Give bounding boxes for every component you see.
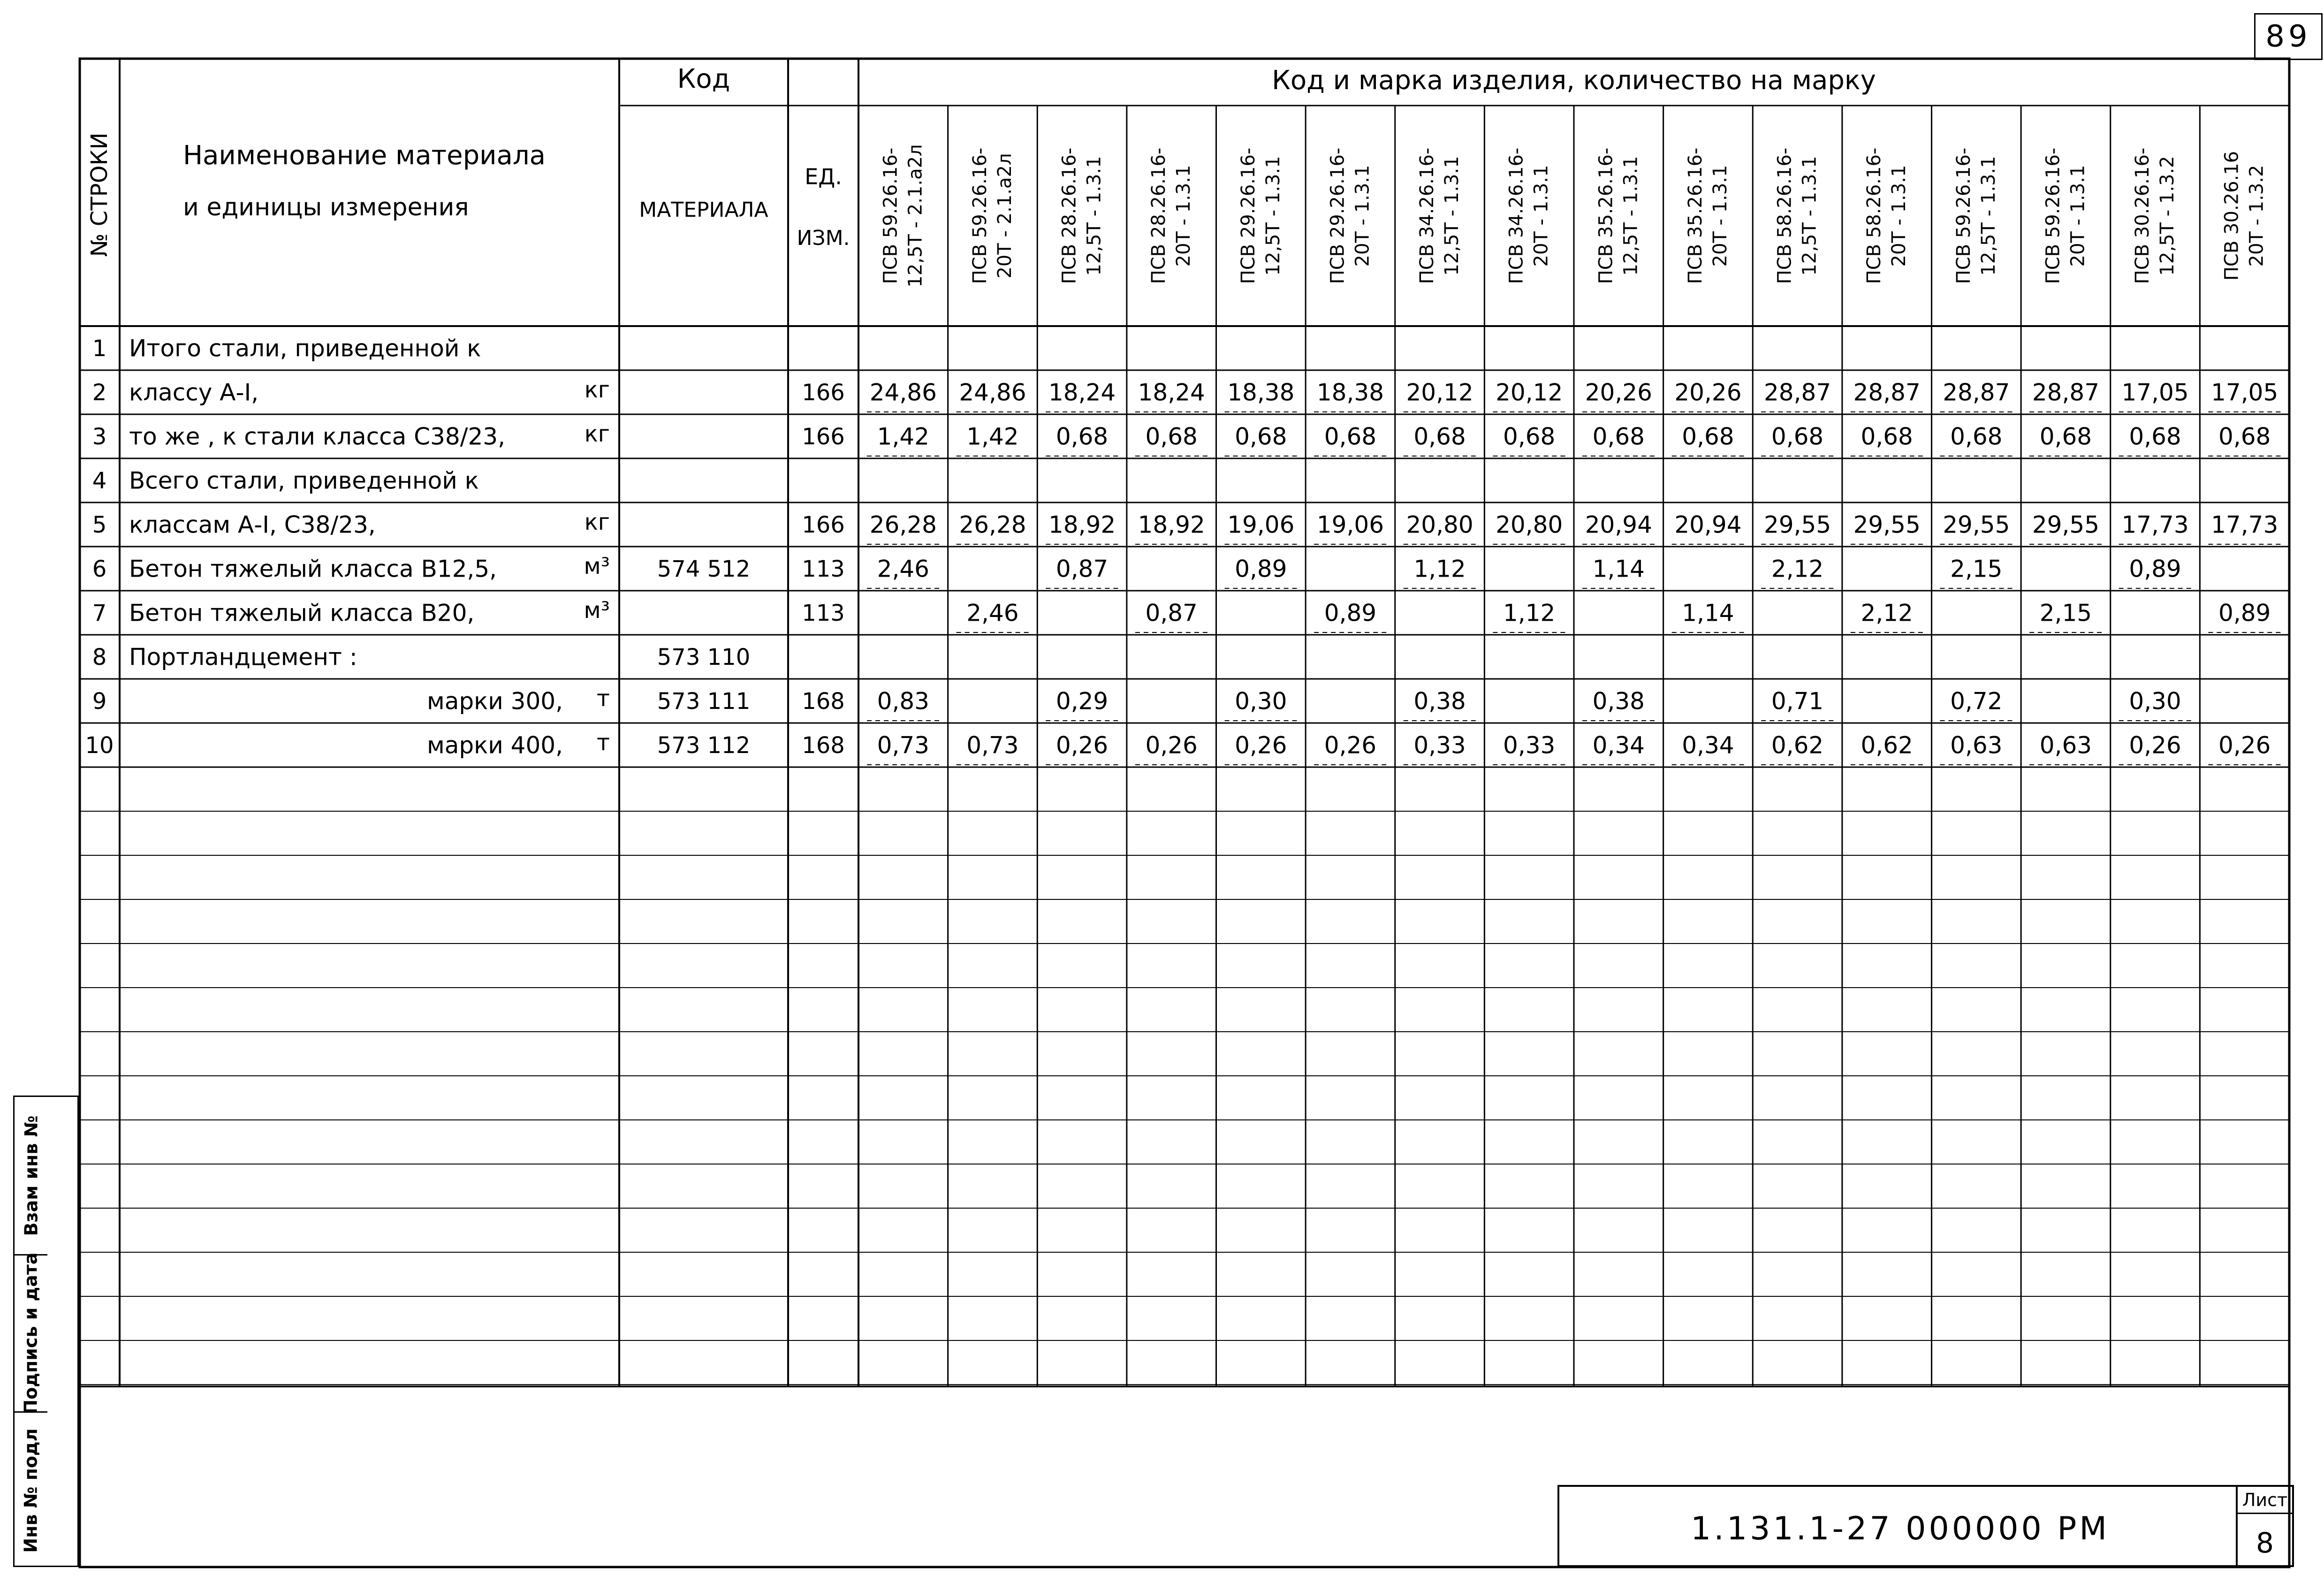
stamp-label: Инв № подл [21,1428,42,1553]
row-number: 8 [92,644,107,670]
quantity-value: 29,55 [1853,511,1921,539]
header-material-code: МАТЕРИАЛА [639,198,768,222]
quantity-value: 0,89 [2129,555,2181,583]
quantity-value: 0,26 [1324,731,1377,759]
product-code: 12,5Т - 1.3.1 [1620,156,1642,276]
material-name: Итого стали, приведенной к [129,335,481,362]
quantity-value: 0,68 [1145,423,1198,450]
unit-code: 166 [802,512,845,538]
unit-code: 166 [802,380,845,406]
quantity-value: 20,26 [1585,379,1652,406]
sheet-label: Лист [2242,1490,2288,1510]
quantity-value: 0,26 [1145,731,1198,759]
product-code: 12,5Т - 1.3.1 [1799,156,1821,276]
product-code: 20Т - 1.3.2 [2246,165,2268,267]
quantity-value: 24,86 [869,379,937,406]
quantity-value: 0,68 [1235,423,1287,450]
quantity-value: 0,26 [2129,731,2181,759]
unit-label: т [597,730,610,756]
quantity-value: 19,06 [1227,511,1295,539]
material-name: Бетон тяжелый класса В12,5, [129,555,497,583]
product-code: 12,5Т - 1.3.1 [1441,156,1463,276]
title-block [1557,1485,2294,1567]
quantity-value: 20,80 [1496,511,1563,539]
quantity-value: 2,12 [1861,599,1913,627]
quantity-value: 0,87 [1056,555,1109,583]
sheet-number-cell [2236,1487,2292,1565]
quantity-value: 18,24 [1048,379,1116,406]
quantity-value: 20,12 [1496,379,1563,406]
quantity-value: 0,68 [1592,423,1645,450]
quantity-value: 20,94 [1674,511,1742,539]
quantity-value: 0,30 [1235,687,1287,715]
product-code: ПСВ 34.26.16- [1505,147,1527,284]
quantity-value: 0,68 [1413,423,1466,450]
quantity-value: 0,68 [2039,423,2092,450]
unit-label: м³ [584,597,610,624]
quantity-value: 20,12 [1406,379,1473,406]
quantity-value: 28,87 [2032,379,2100,406]
header-unit: ЕД. [805,164,842,190]
quantity-value: 28,87 [1853,379,1921,406]
stamp-label: Подпись и дата [21,1252,41,1415]
quantity-value: 0,62 [1861,731,1913,759]
header-name: Наименование материала [183,140,546,171]
row-number: 6 [92,556,107,582]
quantity-value: 0,68 [1771,423,1824,450]
quantity-value: 17,05 [2211,379,2278,406]
quantity-value: 18,38 [1316,379,1384,406]
divider [2238,1513,2292,1514]
quantity-value: 0,63 [2039,731,2092,759]
row-number: 2 [92,380,107,406]
row-number: 1 [92,335,107,362]
unit-label: кг [584,509,610,535]
quantity-value: 29,55 [2032,511,2100,539]
quantity-value: 0,26 [1235,731,1287,759]
unit-code: 168 [802,688,845,715]
quantity-value: 24,86 [959,379,1026,406]
unit-code: 166 [802,424,845,450]
material-code: 573 112 [657,732,751,759]
header-row-number: № СТРОКИ [86,132,113,257]
material-name: марки 300, [426,687,563,715]
quantity-value: 0,68 [1950,423,2003,450]
product-code: 12,5Т - 1.3.1 [1262,156,1284,276]
material-code: 573 111 [657,688,751,715]
quantity-value: 0,26 [1056,731,1109,759]
quantity-value: 2,15 [2039,599,2092,627]
product-code: 20Т - 1.3.1 [1709,165,1731,267]
quantity-value: 1,12 [1503,599,1556,627]
quantity-value: 2,46 [877,555,929,583]
quantity-value: 1,14 [1592,555,1645,583]
quantity-value: 20,94 [1585,511,1652,539]
quantity-value: 20,80 [1406,511,1473,539]
quantity-value: 0,29 [1056,687,1109,715]
row-number: 9 [92,688,107,715]
product-code: 12,5Т - 1.3.2 [2157,156,2179,276]
quantity-value: 0,68 [2129,423,2181,450]
quantity-value: 0,38 [1592,687,1645,715]
row-number: 10 [85,732,114,759]
product-code: ПСВ 28.26.16- [1058,147,1080,284]
quantity-value: 0,89 [2218,599,2271,627]
quantity-value: 1,42 [966,423,1019,450]
unit-label: м³ [584,553,610,579]
row-number: 7 [92,600,107,626]
page-number: 89 [2254,13,2323,60]
row-number: 5 [92,512,107,538]
side-stamp [13,1096,79,1567]
product-code: ПСВ 34.26.16- [1416,147,1438,284]
material-name: то же , к стали класса С38/23, [129,423,506,450]
quantity-value: 0,72 [1950,687,2003,715]
unit-label: кг [584,377,610,403]
quantity-value: 0,38 [1413,687,1466,715]
unit-code: 113 [802,600,845,626]
quantity-value: 19,06 [1316,511,1384,539]
quantity-value: 2,15 [1950,555,2003,583]
material-name: Портландцемент : [129,643,357,671]
product-code: ПСВ 35.26.16- [1595,147,1617,284]
stamp-field-original-inv [15,1411,47,1568]
quantity-value: 0,68 [1324,423,1377,450]
quantity-value: 0,83 [877,687,929,715]
sheet-number: 8 [2256,1527,2274,1560]
quantity-value: 0,34 [1682,731,1734,759]
material-name: классу А-I, [129,379,259,406]
product-code: 20Т - 1.3.1 [1888,165,1910,267]
header-products-group: Код и марка изделия, количество на марку [1272,65,1876,96]
product-code: 20Т - 1.3.1 [1173,165,1195,267]
header-code-group: Код [677,64,730,95]
material-code: 574 512 [657,556,751,582]
product-code: 20Т - 2.1.а2л [994,153,1016,279]
quantity-value: 0,34 [1592,731,1645,759]
product-code: 20Т - 1.3.1 [1530,165,1552,267]
quantity-value: 0,63 [1950,731,2003,759]
product-code: ПСВ 30.26.16- [2132,147,2154,284]
quantity-value: 0,68 [1056,423,1109,450]
product-code: 20Т - 1.3.1 [2067,165,2089,267]
material-code: 573 110 [657,644,751,670]
quantity-value: 0,33 [1503,731,1556,759]
row-number: 4 [92,468,107,494]
document-code: 1.131.1-27 000000 РМ [1691,1510,2110,1547]
unit-label: т [597,685,610,712]
material-name: Всего стали, приведенной к [129,467,479,495]
quantity-value: 2,12 [1771,555,1824,583]
quantity-value: 26,28 [959,511,1026,539]
quantity-value: 0,68 [1503,423,1556,450]
quantity-value: 2,46 [966,599,1019,627]
product-code: ПСВ 59.26.16- [880,147,902,284]
product-code: ПСВ 58.26.16- [1863,147,1885,284]
quantity-value: 1,14 [1682,599,1734,627]
quantity-value: 18,92 [1138,511,1205,539]
quantity-value: 0,62 [1771,731,1824,759]
quantity-value: 20,26 [1674,379,1742,406]
material-name: классам А-I, С38/23, [129,511,376,539]
product-code: ПСВ 59.26.16- [969,147,991,284]
unit-code: 113 [802,556,845,582]
quantity-value: 17,73 [2211,511,2278,539]
product-code: ПСВ 29.26.16- [1237,147,1259,284]
product-code: ПСВ 29.26.16- [1327,147,1349,284]
header-unit: ИЗМ. [797,226,850,250]
quantity-value: 0,73 [877,731,929,759]
header-name: и единицы измерения [183,193,469,221]
quantity-value: 0,26 [2218,731,2271,759]
quantity-value: 28,87 [1763,379,1831,406]
quantity-value: 28,87 [1943,379,2010,406]
product-code: 12,5Т - 2.1.а2л [904,144,927,288]
row-number: 3 [92,424,107,450]
product-code: 12,5Т - 1.3.1 [1977,156,1999,276]
unit-label: кг [584,421,610,447]
quantity-value: 1,12 [1413,555,1466,583]
quantity-value: 0,68 [1861,423,1913,450]
quantity-value: 29,55 [1763,511,1831,539]
product-code: ПСВ 28.26.16- [1148,147,1170,284]
product-code: ПСВ 58.26.16- [1774,147,1796,284]
stamp-field-replace-inv [15,1097,47,1254]
quantity-value: 1,42 [877,423,929,450]
quantity-value: 0,68 [2218,423,2271,450]
product-code: ПСВ 35.26.16- [1684,147,1706,284]
stamp-field-signature-date [15,1252,47,1415]
material-name: Бетон тяжелый класса В20, [129,599,475,627]
quantity-value: 0,71 [1771,687,1824,715]
quantity-value: 0,33 [1413,731,1466,759]
quantity-value: 0,89 [1235,555,1287,583]
product-code: ПСВ 30.26.16 [2221,151,2243,281]
quantity-value: 17,05 [2121,379,2189,406]
quantity-value: 18,24 [1138,379,1205,406]
product-code: ПСВ 59.26.16- [2042,147,2064,284]
quantity-value: 0,30 [2129,687,2181,715]
quantity-value: 18,92 [1048,511,1116,539]
quantity-value: 17,73 [2121,511,2189,539]
quantity-value: 26,28 [869,511,937,539]
quantity-value: 18,38 [1227,379,1295,406]
quantity-value: 0,87 [1145,599,1198,627]
product-code: ПСВ 59.26.16- [1952,147,1975,284]
quantity-value: 0,73 [966,731,1019,759]
product-code: 20Т - 1.3.1 [1352,165,1374,267]
quantity-value: 0,89 [1324,599,1377,627]
quantity-value: 0,68 [1682,423,1734,450]
quantity-value: 29,55 [1943,511,2010,539]
product-code: 12,5Т - 1.3.1 [1083,156,1105,276]
material-name: марки 400, [426,731,563,759]
stamp-label: Взам инв № [21,1115,42,1236]
unit-code: 168 [802,732,845,759]
